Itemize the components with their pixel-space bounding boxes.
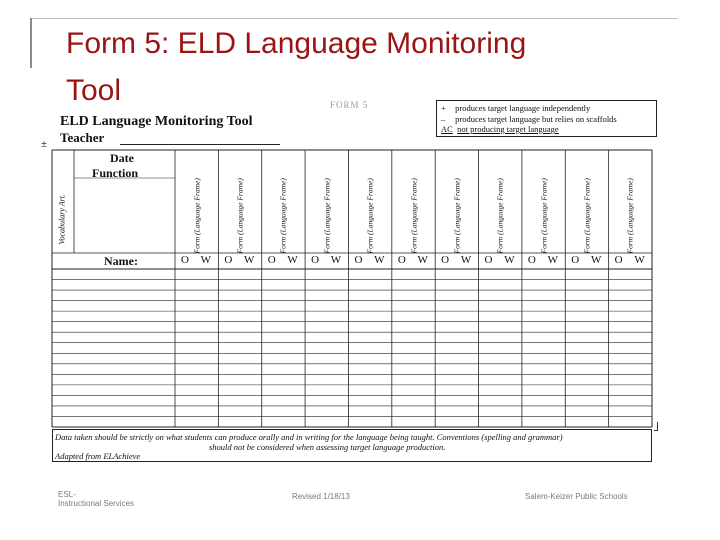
footnote-adapted: Adapted from ELAchieve	[55, 451, 141, 461]
column-header: Form (Language Frame)	[495, 178, 505, 254]
sub-label-oral: O	[181, 254, 189, 266]
footer-department-line-1: ESL-	[58, 490, 76, 499]
corner-bracket	[654, 422, 658, 431]
sub-label-oral: O	[311, 254, 320, 266]
column-header: Form (Language Frame)	[582, 178, 592, 254]
legend-text: produces target language but relies on scaffolds	[455, 114, 617, 124]
column-header: Form (Language Frame)	[409, 178, 418, 254]
legend-text: produces target language independently	[455, 103, 591, 113]
sub-label-oral: O	[224, 254, 233, 266]
sub-label-written: W	[504, 254, 515, 266]
data-footnote	[52, 429, 652, 462]
sub-label-written: W	[460, 254, 472, 266]
column-header: Form (Language Frame)	[278, 178, 288, 254]
sub-label-oral: O	[484, 254, 493, 266]
sub-label-written: W	[634, 254, 645, 266]
sub-label-oral: O	[571, 254, 580, 266]
sub-label-written: W	[244, 254, 255, 266]
teacher-label: Teacher	[60, 130, 105, 145]
footer-department	[58, 490, 134, 508]
name-label: Name:	[104, 254, 138, 268]
column-header: Form (Language Frame)	[192, 178, 202, 254]
column-header: Form (Language Frame)	[322, 178, 332, 254]
side-mark: ±	[41, 138, 48, 150]
slide-title-continuation: Tool	[66, 74, 122, 107]
sub-label-written: W	[417, 254, 428, 266]
document-title: ELD Language Monitoring Tool	[60, 114, 253, 129]
column-header: Form (Language Frame)	[452, 178, 462, 254]
sub-label-oral: O	[397, 254, 406, 266]
footer-revised: Revised 1/18/13	[292, 492, 350, 501]
monitoring-grid	[52, 150, 652, 427]
legend-text: not producing target language	[457, 124, 559, 134]
legend-item	[441, 103, 590, 113]
sub-label-oral: O	[527, 254, 536, 266]
legend-symbol: AC	[441, 124, 453, 134]
footer-department-line-2: Instructional Services	[58, 499, 135, 508]
sub-label-written: W	[200, 254, 212, 266]
sub-label-oral: O	[614, 254, 623, 266]
sub-label-written: W	[374, 254, 385, 266]
footer-district: Salem-Keizer Public Schools	[525, 492, 628, 501]
column-header: Form (Language Frame)	[539, 178, 549, 254]
column-header: Form (Language Frame)	[235, 178, 245, 254]
vocab-label: Vocabulary Art.	[57, 193, 67, 245]
sub-label-written: W	[330, 254, 342, 266]
sub-label-oral: O	[354, 254, 363, 266]
slide-frame-left	[30, 18, 32, 68]
grid-lines	[52, 150, 652, 427]
legend-box	[436, 100, 657, 137]
slide-title: Form 5: ELD Language Monitoring	[66, 27, 527, 60]
function-label: Function	[92, 166, 139, 180]
sub-label-written: W	[590, 254, 602, 266]
footnote-line-2: should not be considered when assessing target language production.	[209, 442, 446, 452]
column-header: Form (Language Frame)	[625, 178, 635, 254]
teacher-name-line	[120, 144, 280, 145]
sub-label-written: W	[547, 254, 558, 266]
legend-symbol: +	[441, 103, 446, 113]
footnote-line-1: Data taken should be strictly on what students can produce orally and in writing for the language being taught. Conventions (spelling and grammar)	[55, 432, 563, 442]
slide-frame-top	[30, 18, 678, 19]
legend-symbol: –	[441, 114, 446, 124]
legend-item	[441, 124, 559, 134]
sub-label-oral: O	[267, 254, 276, 266]
legend-item	[441, 114, 617, 124]
form-document	[40, 96, 665, 466]
sub-label-oral: O	[441, 254, 450, 266]
form-number: FORM 5	[330, 100, 369, 110]
date-label: Date	[110, 151, 134, 165]
column-header: Form (Language Frame)	[365, 178, 375, 254]
sub-label-written: W	[287, 254, 298, 266]
